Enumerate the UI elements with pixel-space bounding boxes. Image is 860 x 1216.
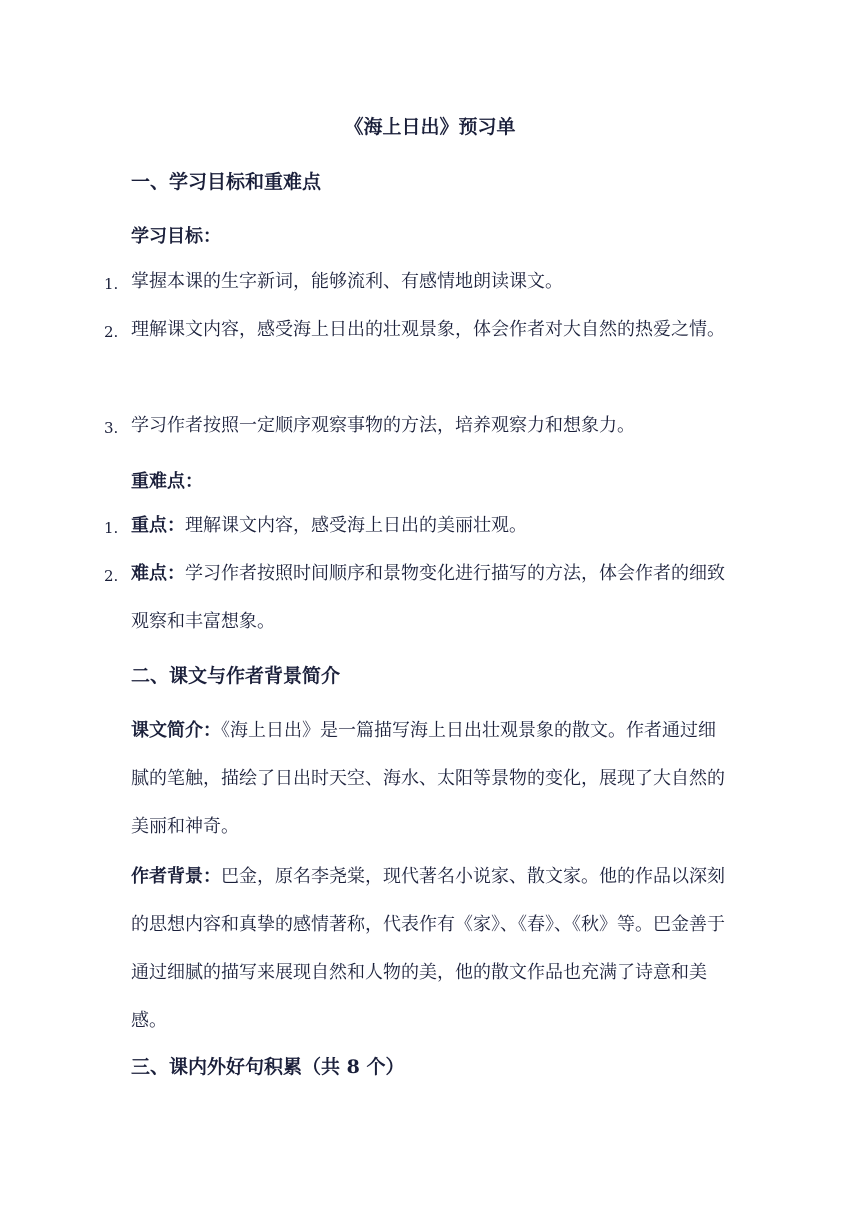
goal-text: 掌握本课的生字新词，能够流利、有感情地朗读课文。 [131, 271, 563, 292]
key-point-text [131, 550, 733, 646]
key-point-body: 学习作者按照时间顺序和景物变化进行描写的方法，体会作者的细致观察和丰富想象。 [131, 563, 725, 632]
list-number: 2. [104, 323, 119, 341]
goal-text: 学习作者按照一定顺序观察事物的方法，培养观察力和想象力。 [131, 415, 635, 436]
text-intro-paragraph [131, 707, 733, 851]
goal-text: 理解课文内容，感受海上日出的壮观景象，体会作者对大自然的热爱之情。 [131, 319, 725, 340]
list-number: 1. [104, 519, 119, 537]
list-number: 3. [104, 419, 119, 437]
key-point-label: 重点： [131, 515, 185, 536]
key-point-text [131, 502, 733, 550]
text-intro-label: 课文简介： [131, 720, 221, 741]
document-title: 《海上日出》预习单 [344, 116, 516, 138]
text-intro-body: 《海上日出》是一篇描写海上日出壮观景象的散文。作者通过细腻的笔触，描绘了日出时天空、海水、太阳等景物的变化，展现了大自然的美丽和神奇。 [131, 720, 725, 837]
author-background-label: 作者背景： [131, 866, 221, 887]
list-number: 2. [104, 567, 119, 585]
author-background-body: 巴金，原名李尧棠，现代著名小说家、散文家。他的作品以深刻的思想内容和真挚的感情著称，代表作有《家》、《春》、《秋》等。巴金善于通过细腻的描写来展现自然和人物的美，他的散文作品也充满了诗意和美感。 [131, 866, 725, 1031]
section-heading-background: 二、课文与作者背景简介 [131, 665, 341, 687]
section-heading-sentences: 三、课内外好句积累（共 8 个） [131, 1056, 405, 1078]
key-point-label: 难点： [131, 563, 185, 584]
key-point-body: 理解课文内容，感受海上日出的美丽壮观。 [185, 515, 527, 536]
goals-subheading: 学习目标： [131, 226, 221, 247]
section-heading-goals: 一、学习目标和重难点 [131, 171, 322, 193]
list-number: 1. [104, 275, 119, 293]
key-points-subheading: 重难点： [131, 471, 203, 492]
author-background-paragraph [131, 853, 733, 1045]
